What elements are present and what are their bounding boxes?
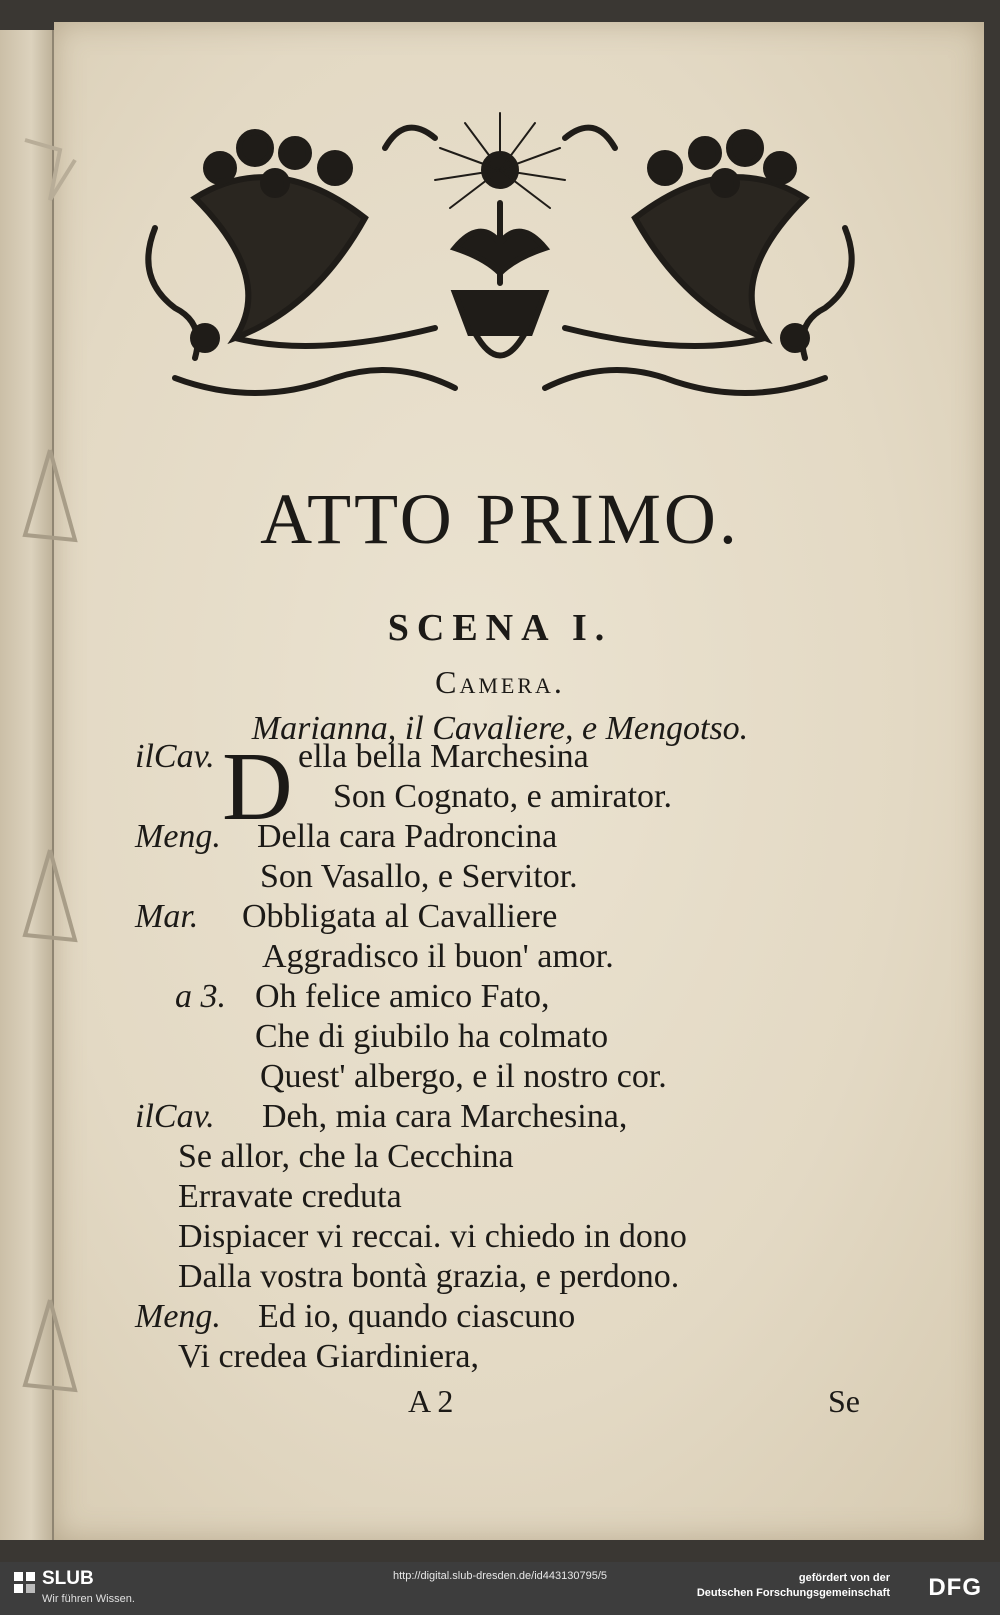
binding-thread-icon [20, 840, 80, 950]
funding-line: Deutschen Forschungsgemeinschaft [696, 1587, 890, 1599]
verse-line: ella bella Marchesina [298, 738, 589, 775]
scene-characters: Marianna, il Cavaliere, e Mengotso. [251, 710, 749, 747]
catchword: Se [828, 1383, 860, 1419]
verse-line: Erravate creduta [178, 1178, 402, 1215]
page-title: ATTO PRIMO. [260, 479, 740, 559]
speaker-label: ilCav. [135, 1098, 215, 1135]
scene-heading: SCENA I. [387, 607, 613, 649]
speaker-label: Mar. [135, 898, 199, 935]
verse-line: Dispiacer vi reccai. vi chiedo in dono [178, 1218, 687, 1255]
headpiece-ornament-icon [135, 108, 865, 418]
funding-notice [697, 1571, 890, 1601]
verse-line: Obbligata al Cavalliere [242, 898, 558, 935]
verse-line: Che di giubilo ha colmato [255, 1018, 609, 1055]
scene-setting: Camera. [435, 664, 565, 700]
verse-line: Quest' albergo, e il nostro cor. [260, 1058, 667, 1095]
drop-cap: D [222, 733, 293, 841]
verse-line: Dalla vostra bontà grazia, e perdono. [178, 1258, 680, 1295]
verse-line: Se allor, che la Cecchina [178, 1138, 514, 1175]
verse-line: Deh, mia cara Marchesina, [262, 1098, 628, 1135]
institution-name[interactable]: SLUB [42, 1568, 94, 1589]
binding-thread-icon [20, 1290, 80, 1400]
signature-mark: A 2 [408, 1383, 454, 1419]
verse-line: Vi credea Giardiniera, [178, 1338, 479, 1375]
viewer-footer-bar [0, 1562, 1000, 1615]
verse-line: Son Vasallo, e Servitor. [260, 858, 578, 895]
speaker-label: a 3. [175, 978, 226, 1015]
binding-thread-icon [20, 120, 80, 230]
verse-line: Ed io, quando ciascuno [258, 1298, 576, 1335]
verse-line: Della cara Padroncina [257, 818, 558, 855]
verse-line: Aggradisco il buon' amor. [262, 938, 614, 975]
speaker-label: ilCav. [135, 738, 215, 775]
permalink-url[interactable]: http://digital.slub-dresden.de/id443130795/5 [392, 1570, 608, 1582]
speaker-label: Meng. [135, 1298, 221, 1335]
funding-line: gefördert von der [798, 1572, 890, 1584]
institution-tagline: Wir führen Wissen. [42, 1593, 135, 1605]
verse-line: Son Cognato, e amirator. [333, 778, 673, 815]
verse-line: Oh felice amico Fato, [255, 978, 550, 1015]
speaker-label: Meng. [135, 818, 221, 855]
dfg-logo[interactable]: DFG [928, 1574, 982, 1601]
